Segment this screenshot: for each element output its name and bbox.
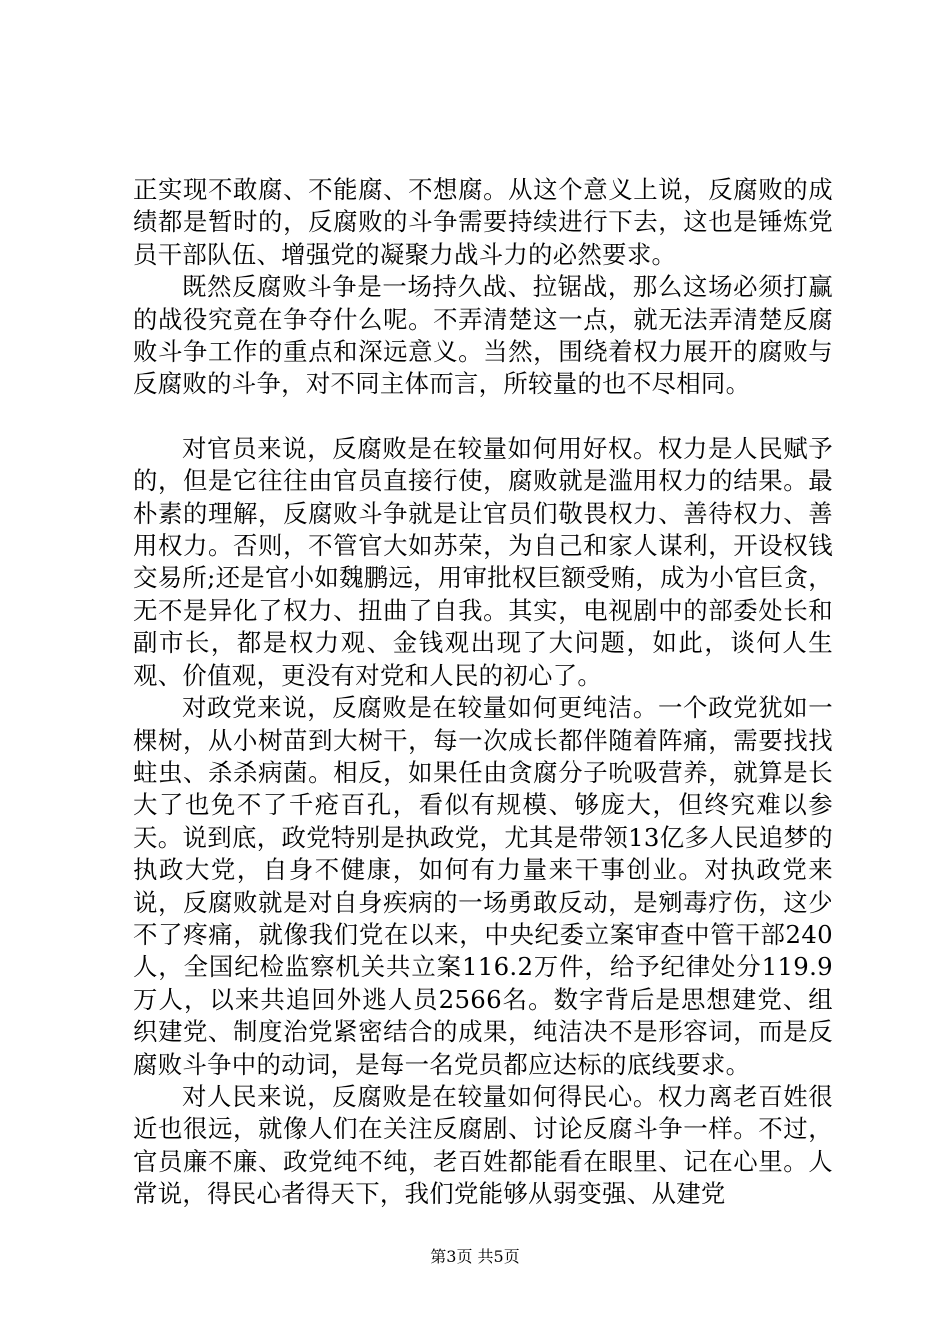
paragraph-5: 对人民来说，反腐败是在较量如何得民心。权力离老百姓很近也很远，就像人们在关注反腐剧、讨论反腐斗争一样。不过，官员廉不廉、政党纯不纯，老百姓都能看在眼里、记在心里。人常说，得民心者得天下，我们党能够从弱变强、从建党	[133, 1081, 833, 1209]
paragraph-3: 对官员来说，反腐败是在较量如何用好权。权力是人民赋予的，但是它往往由官员直接行使，腐败就是滥用权力的结果。最朴素的理解，反腐败斗争就是让官员们敬畏权力、善待权力、善用权力。否则，不管官大如苏荣，为自己和家人谋利，开设权钱交易所;还是官小如魏鹏远，用审批权巨额受贿，成为小官巨贪，无不是异化了权力、扭曲了自我。其实，电视剧中的部委处长和副市长，都是权力观、金钱观出现了大问题，如此，谈何人生观、价值观，更没有对党和人民的初心了。	[133, 433, 833, 690]
paragraph-2: 既然反腐败斗争是一场持久战、拉锯战，那么这场必须打赢的战役究竟在争夺什么呢。不弄清楚这一点，就无法弄清楚反腐败斗争工作的重点和深远意义。当然，围绕着权力展开的腐败与反腐败的斗争，对不同主体而言，所较量的也不尽相同。	[133, 272, 833, 399]
paragraph-4: 对政党来说，反腐败是在较量如何更纯洁。一个政党犹如一棵树，从小树苗到大树干，每一次成长都伴随着阵痛，需要找找蛀虫、杀杀病菌。相反，如果任由贪腐分子吮吸营养，就算是长大了也免不了千疮百孔，看似有规模、够庞大，但终究难以参天。说到底，政党特别是执政党，尤其是带领13亿多人民追梦的执政大党，自身不健康，如何有力量来干事创业。对执政党来说，反腐败就是对自身疾病的一场勇敢反动，是剜毒疗伤，这少不了疼痛，就像我们党在以来，中央纪委立案审查中管干部240人，全国纪检监察机关共立案116.2万件，给予纪律处分119.9万人，以来共追回外逃人员2566名。数字背后是思想建党、组织建党、制度治党紧密结合的成果，纯洁决不是形容词，而是反腐败斗争中的动词，是每一名党员都应达标的底线要求。	[133, 693, 833, 1079]
page-number-footer: 第3页 共5页	[430, 1247, 520, 1266]
paragraph-1: 正实现不敢腐、不能腐、不想腐。从这个意义上说，反腐败的成绩都是暂时的，反腐败的斗争需要持续进行下去，这也是锤炼党员干部队伍、增强党的凝聚力战斗力的必然要求。	[133, 175, 833, 269]
document-body	[133, 174, 833, 1211]
